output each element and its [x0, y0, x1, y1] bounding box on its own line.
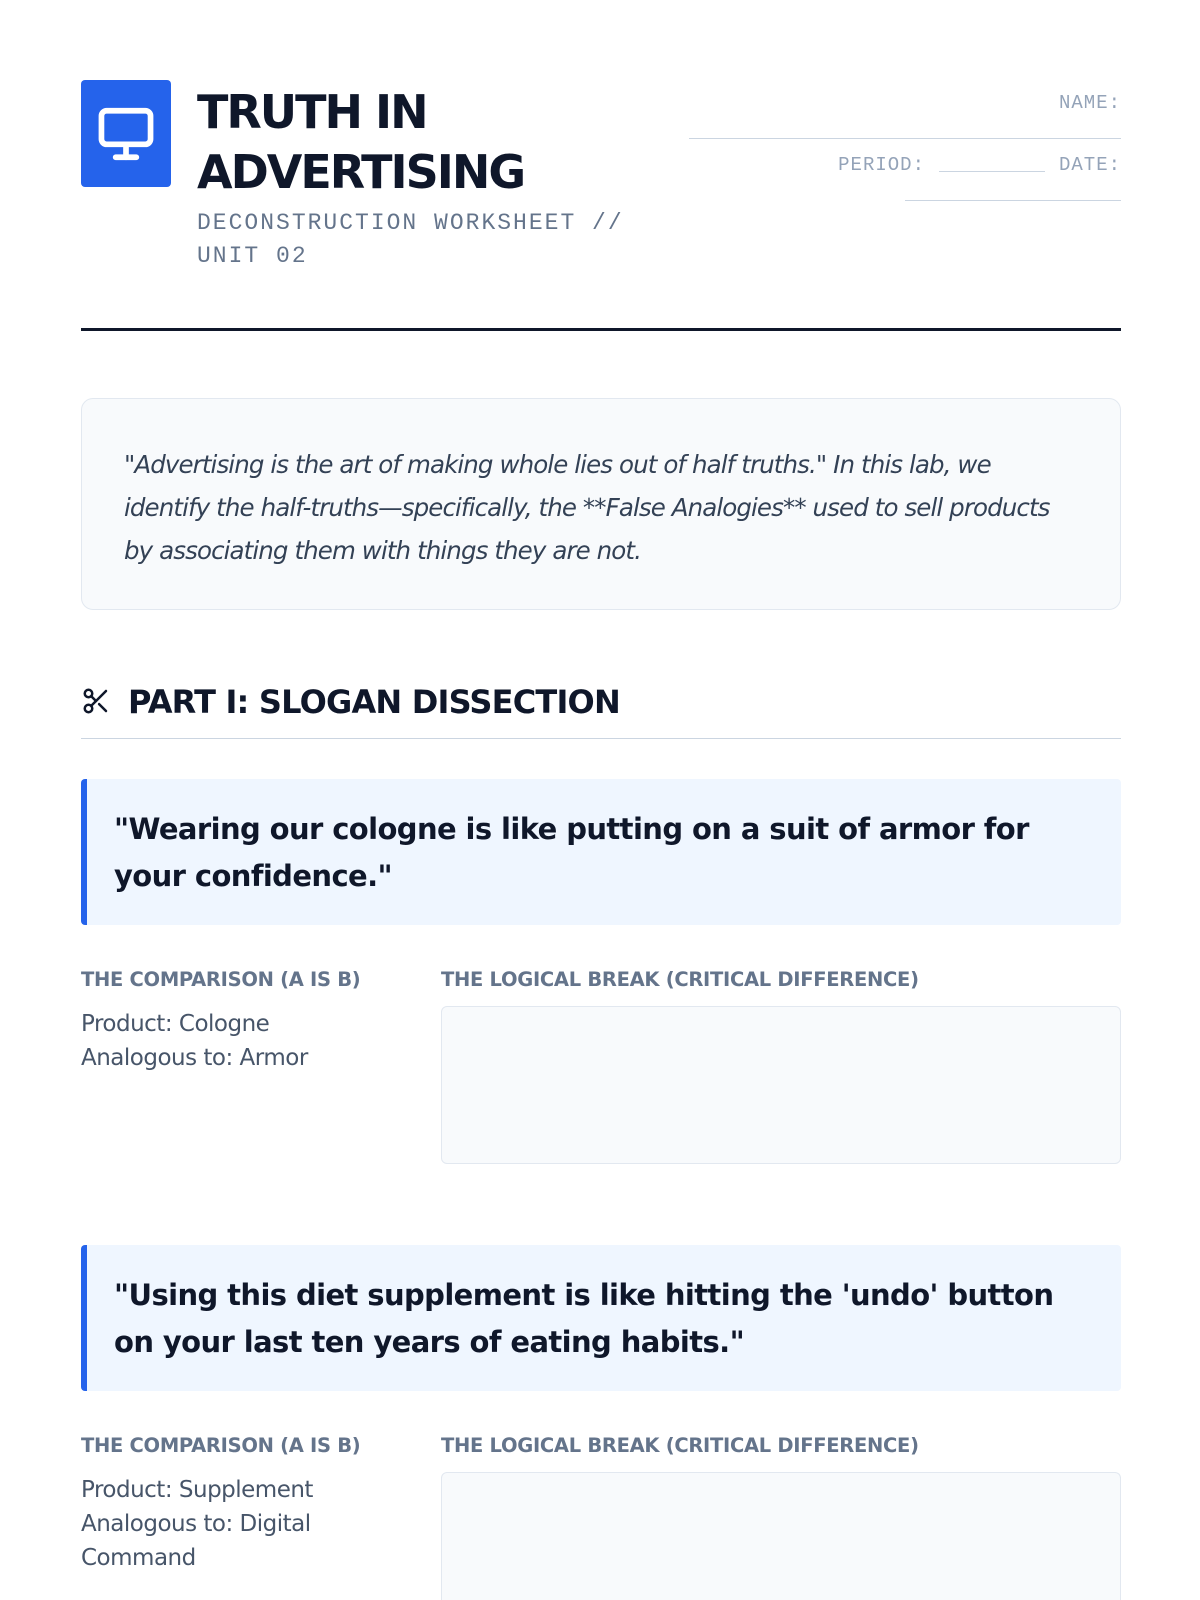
period-field[interactable]: [939, 171, 1045, 172]
analogous-line: Analogous to: Armor: [81, 1045, 308, 1071]
logical-break-label: THE LOGICAL BREAK (CRITICAL DIFFERENCE): [441, 1434, 919, 1457]
monitor-icon: [81, 80, 171, 187]
comparison-text: [81, 1007, 381, 1075]
slogan-text: "Using this diet supplement is like hitting the 'undo' button on your last ten years of eating habits.": [114, 1278, 1054, 1359]
product-line: Product: Cologne: [81, 1011, 270, 1037]
title-line-2: ADVERTISING: [197, 145, 525, 199]
comparison-text: [81, 1473, 381, 1575]
scissors-icon: [81, 686, 111, 721]
worksheet-page: [81, 0, 1121, 1571]
logical-break-answer-box[interactable]: [441, 1472, 1121, 1600]
date-field[interactable]: [905, 200, 1121, 201]
logical-break-answer-box[interactable]: [441, 1006, 1121, 1164]
analogous-line: Analogous to: Digital Command: [81, 1511, 311, 1571]
period-date-row: [838, 154, 1121, 176]
worksheet-header: [81, 0, 1121, 330]
slogan-quote: [81, 779, 1121, 925]
page-title: [197, 82, 617, 202]
name-label: NAME:: [1058, 92, 1121, 114]
comparison-label: THE COMPARISON (A IS B): [81, 1434, 361, 1457]
intro-text: "Advertising is the art of making whole lies out of half truths." In this lab, we identify the half-truths—specifically, the **False Analogies** used to sell products by associating them with things they are not.: [124, 450, 1050, 565]
name-field[interactable]: [689, 138, 1121, 139]
header-divider: [81, 328, 1121, 331]
section-heading: [81, 680, 1121, 739]
product-line: Product: Supplement: [81, 1477, 313, 1503]
slogan-text: "Wearing our cologne is like putting on a suit of armor for your confidence.": [114, 812, 1029, 893]
comparison-label: THE COMPARISON (A IS B): [81, 968, 361, 991]
intro-callout: [81, 398, 1121, 610]
title-line-1: TRUTH IN: [197, 85, 427, 139]
section-title: PART I: SLOGAN DISSECTION: [128, 683, 620, 721]
slogan-quote: [81, 1245, 1121, 1391]
logical-break-label: THE LOGICAL BREAK (CRITICAL DIFFERENCE): [441, 968, 919, 991]
page-subtitle: DECONSTRUCTION WORKSHEET // UNIT 02: [197, 210, 624, 269]
date-label: DATE:: [1058, 154, 1121, 176]
period-label: PERIOD:: [838, 154, 925, 176]
